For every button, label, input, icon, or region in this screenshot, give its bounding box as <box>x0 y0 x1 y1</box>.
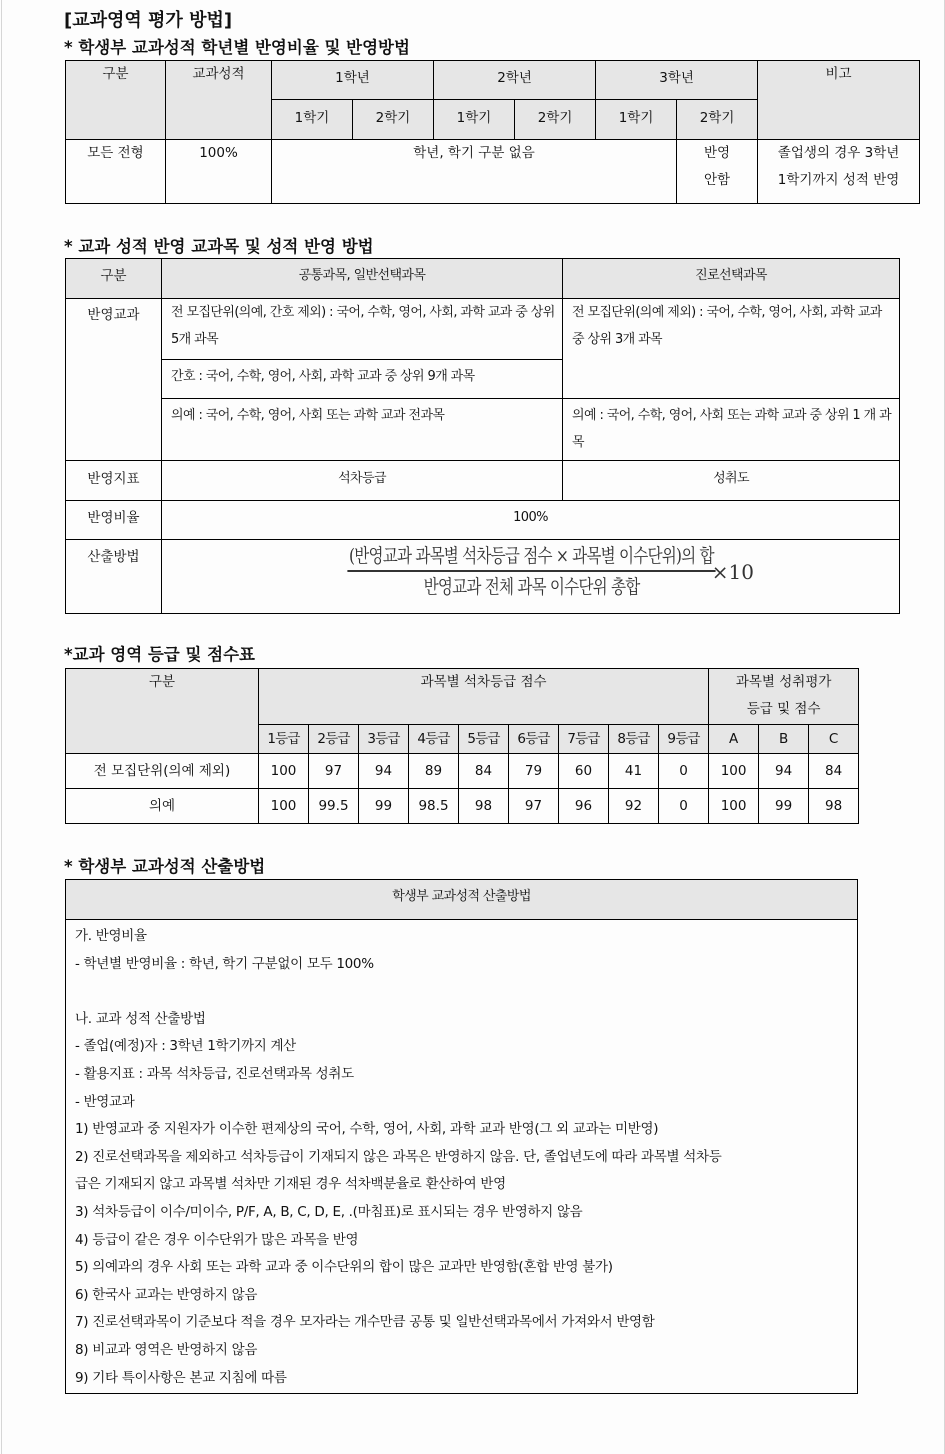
list-item: - 활용지표 : 과목 석차등급, 진로선택과목 성취도 <box>75 1065 354 1082</box>
score-cell: 60 <box>559 754 609 789</box>
score-cell: 98.5 <box>409 789 459 824</box>
list-item: 6) 한국사 교과는 반영하지 않음 <box>75 1286 258 1303</box>
header-y3-semester1: 1학기 <box>596 100 677 140</box>
formula-fraction <box>307 542 756 602</box>
header-achievement-line1: 과목별 성취평가 <box>735 674 832 690</box>
list-item: - 학년별 반영비율 : 학년, 학기 구분없이 모두 100% <box>75 955 374 972</box>
score-cell: 94 <box>759 754 809 789</box>
list-item: 급은 기재되지 않고 과목별 석차만 기재된 경우 석차백분율로 환산하여 반영 <box>75 1176 506 1193</box>
table-row <box>66 754 859 789</box>
calc-method-body <box>66 920 858 1394</box>
label-method: 산출방법 <box>66 540 162 614</box>
cell-y3s2-line2: 안함 <box>703 172 731 188</box>
formula-numerator: (반영교과 과목별 석차등급 점수 × 과목별 이수단위)의 합 <box>347 542 715 572</box>
row-label: 의예 <box>66 789 259 824</box>
cell-note <box>758 140 920 204</box>
header-category: 구분 <box>66 669 259 754</box>
table-row <box>66 140 920 204</box>
score-cell: 89 <box>409 754 459 789</box>
header-grade-9: 9등급 <box>659 725 709 754</box>
header-achievement-b: B <box>759 725 809 754</box>
list-item: - 졸업(예정)자 : 3학년 1학기까지 계산 <box>75 1038 296 1055</box>
score-cell: 0 <box>659 789 709 824</box>
score-cell: 0 <box>659 754 709 789</box>
score-cell: 41 <box>609 754 659 789</box>
list-item: 2) 진로선택과목을 제외하고 석차등급이 기재되지 않은 과목은 반영하지 않음. 단, 졸업년도에 따라 과목별 석차등 <box>75 1148 722 1165</box>
calc-method-table <box>65 879 858 1394</box>
list-item: 3) 석차등급이 이수/미이수, P/F, A, B, C, D, E, .(마침표)로 표시되는 경우 반영하지 않음 <box>75 1203 583 1220</box>
cell-career-general: 전 모집단위(의예 제외) : 국어, 수학, 영어, 사회, 과학 교과 중 상위 3개 과목 <box>563 299 900 399</box>
header-year2: 2학년 <box>434 61 596 100</box>
list-item-blank <box>75 978 853 1006</box>
page-title: [교과영역 평가 방법] <box>64 10 233 31</box>
list-item: 8) 비교과 영역은 반영하지 않음 <box>75 1341 258 1358</box>
table-row <box>66 789 859 824</box>
score-cell: 84 <box>459 754 509 789</box>
header-grade-3: 3등급 <box>359 725 409 754</box>
header-category: 구분 <box>66 259 162 299</box>
grade-ratio-table <box>65 60 920 204</box>
score-cell: 99 <box>359 789 409 824</box>
score-cell: 100 <box>259 789 309 824</box>
score-cell: 96 <box>559 789 609 824</box>
cell-note-line2: 1학기까지 성적 반영 <box>777 172 900 188</box>
list-item: 가. 반영비율 <box>75 928 147 944</box>
row-label: 전 모집단위(의예 제외) <box>66 754 259 789</box>
cell-common-general: 전 모집단위(의예, 간호 제외) : 국어, 수학, 영어, 사회, 과학 교과 중 상위 5개 과목 <box>162 299 563 360</box>
header-grade-6: 6등급 <box>509 725 559 754</box>
header-grade-1: 1등급 <box>259 725 309 754</box>
list-item: 나. 교과 성적 산출방법 <box>75 1010 206 1027</box>
header-y3-semester2: 2학기 <box>677 100 758 140</box>
header-calc-method: 학생부 교과성적 산출방법 <box>66 880 858 920</box>
list-item: 7) 진로선택과목이 기준보다 적을 경우 모자라는 개수만큼 공통 및 일반선택과목에서 가져와서 반영함 <box>75 1314 655 1331</box>
cell-indicator-career: 성취도 <box>563 461 900 501</box>
score-cell: 98 <box>459 789 509 824</box>
header-grade-2: 2등급 <box>309 725 359 754</box>
section-heading-calc-method: * 학생부 교과성적 산출방법 <box>64 857 266 876</box>
header-grade-4: 4등급 <box>409 725 459 754</box>
header-grade-5: 5등급 <box>459 725 509 754</box>
score-cell: 97 <box>509 789 559 824</box>
header-year1: 1학년 <box>272 61 434 100</box>
cell-ratio: 100% <box>162 501 900 540</box>
score-cell: 92 <box>609 789 659 824</box>
list-item: 4) 등급이 같은 경우 이수단위가 많은 과목을 반영 <box>75 1231 359 1248</box>
header-category: 구분 <box>66 61 166 140</box>
page-border <box>1 0 2 1454</box>
grade-score-table <box>65 668 859 824</box>
header-y2-semester1: 1학기 <box>434 100 515 140</box>
cell-formula <box>162 540 900 614</box>
header-grade-8: 8등급 <box>609 725 659 754</box>
header-rank-score: 과목별 석차등급 점수 <box>259 669 709 725</box>
score-cell: 94 <box>359 754 409 789</box>
header-year3: 3학년 <box>596 61 758 100</box>
cell-subject-grade: 100% <box>166 140 272 204</box>
list-item: - 반영교과 <box>75 1093 135 1110</box>
cell-category: 모든 전형 <box>66 140 166 204</box>
score-cell: 79 <box>509 754 559 789</box>
header-y2-semester2: 2학기 <box>515 100 596 140</box>
header-career: 진로선택과목 <box>563 259 900 299</box>
score-cell: 98 <box>809 789 859 824</box>
cell-note-line1: 졸업생의 경우 3학년 <box>777 145 900 161</box>
header-note: 비고 <box>758 61 920 140</box>
header-achievement-c: C <box>809 725 859 754</box>
score-cell: 100 <box>259 754 309 789</box>
score-cell: 99.5 <box>309 789 359 824</box>
formula-denominator: 반영교과 전체 과목 이수단위 총합 <box>423 576 640 598</box>
header-achievement <box>709 669 859 725</box>
list-item: 1) 반영교과 중 지원자가 이수한 편제상의 국어, 수학, 영어, 사회, 과학 교과 반영(그 외 교과는 미반영) <box>75 1121 659 1138</box>
score-cell: 84 <box>809 754 859 789</box>
header-y1-semester2: 2학기 <box>353 100 434 140</box>
header-common-general: 공통과목, 일반선택과목 <box>162 259 563 299</box>
score-cell: 97 <box>309 754 359 789</box>
header-y1-semester1: 1학기 <box>272 100 353 140</box>
label-ratio: 반영비율 <box>66 501 162 540</box>
cell-y3s2 <box>677 140 758 204</box>
cell-common-nursing: 간호 : 국어, 수학, 영어, 사회, 과학 교과 중 상위 9개 과목 <box>162 360 563 399</box>
section-heading-grade-ratio: * 학생부 교과성적 학년별 반영비율 및 반영방법 <box>64 38 410 57</box>
cell-career-medical: 의예 : 국어, 수학, 영어, 사회 또는 과학 교과 중 상위 1 개 과목 <box>563 399 900 461</box>
formula <box>307 542 754 602</box>
header-grade-7: 7등급 <box>559 725 609 754</box>
label-subjects: 반영교과 <box>66 299 162 461</box>
cell-no-distinction: 학년, 학기 구분 없음 <box>272 140 677 204</box>
section-heading-grade-score: *교과 영역 등급 및 점수표 <box>64 645 255 664</box>
header-achievement-line2: 등급 및 점수 <box>746 701 821 717</box>
list-item: 9) 기타 특이사항은 본교 지침에 따름 <box>75 1369 287 1386</box>
header-subject-grade: 교과성적 <box>166 61 272 140</box>
label-indicator: 반영지표 <box>66 461 162 501</box>
cell-y3s2-line1: 반영 <box>703 145 731 161</box>
score-cell: 100 <box>709 754 759 789</box>
header-achievement-a: A <box>709 725 759 754</box>
cell-indicator-common: 석차등급 <box>162 461 563 501</box>
score-cell: 100 <box>709 789 759 824</box>
section-heading-subjects: * 교과 성적 반영 교과목 및 성적 반영 방법 <box>64 237 374 256</box>
score-cell: 99 <box>759 789 809 824</box>
formula-multiplier: ×10 <box>711 559 755 584</box>
list-item: 5) 의예과의 경우 사회 또는 과학 교과 중 이수단위의 합이 많은 교과만 반영함(혼합 반영 불가) <box>75 1259 613 1276</box>
cell-common-medical: 의예 : 국어, 수학, 영어, 사회 또는 과학 교과 전과목 <box>162 399 563 461</box>
subjects-method-table <box>65 258 900 614</box>
